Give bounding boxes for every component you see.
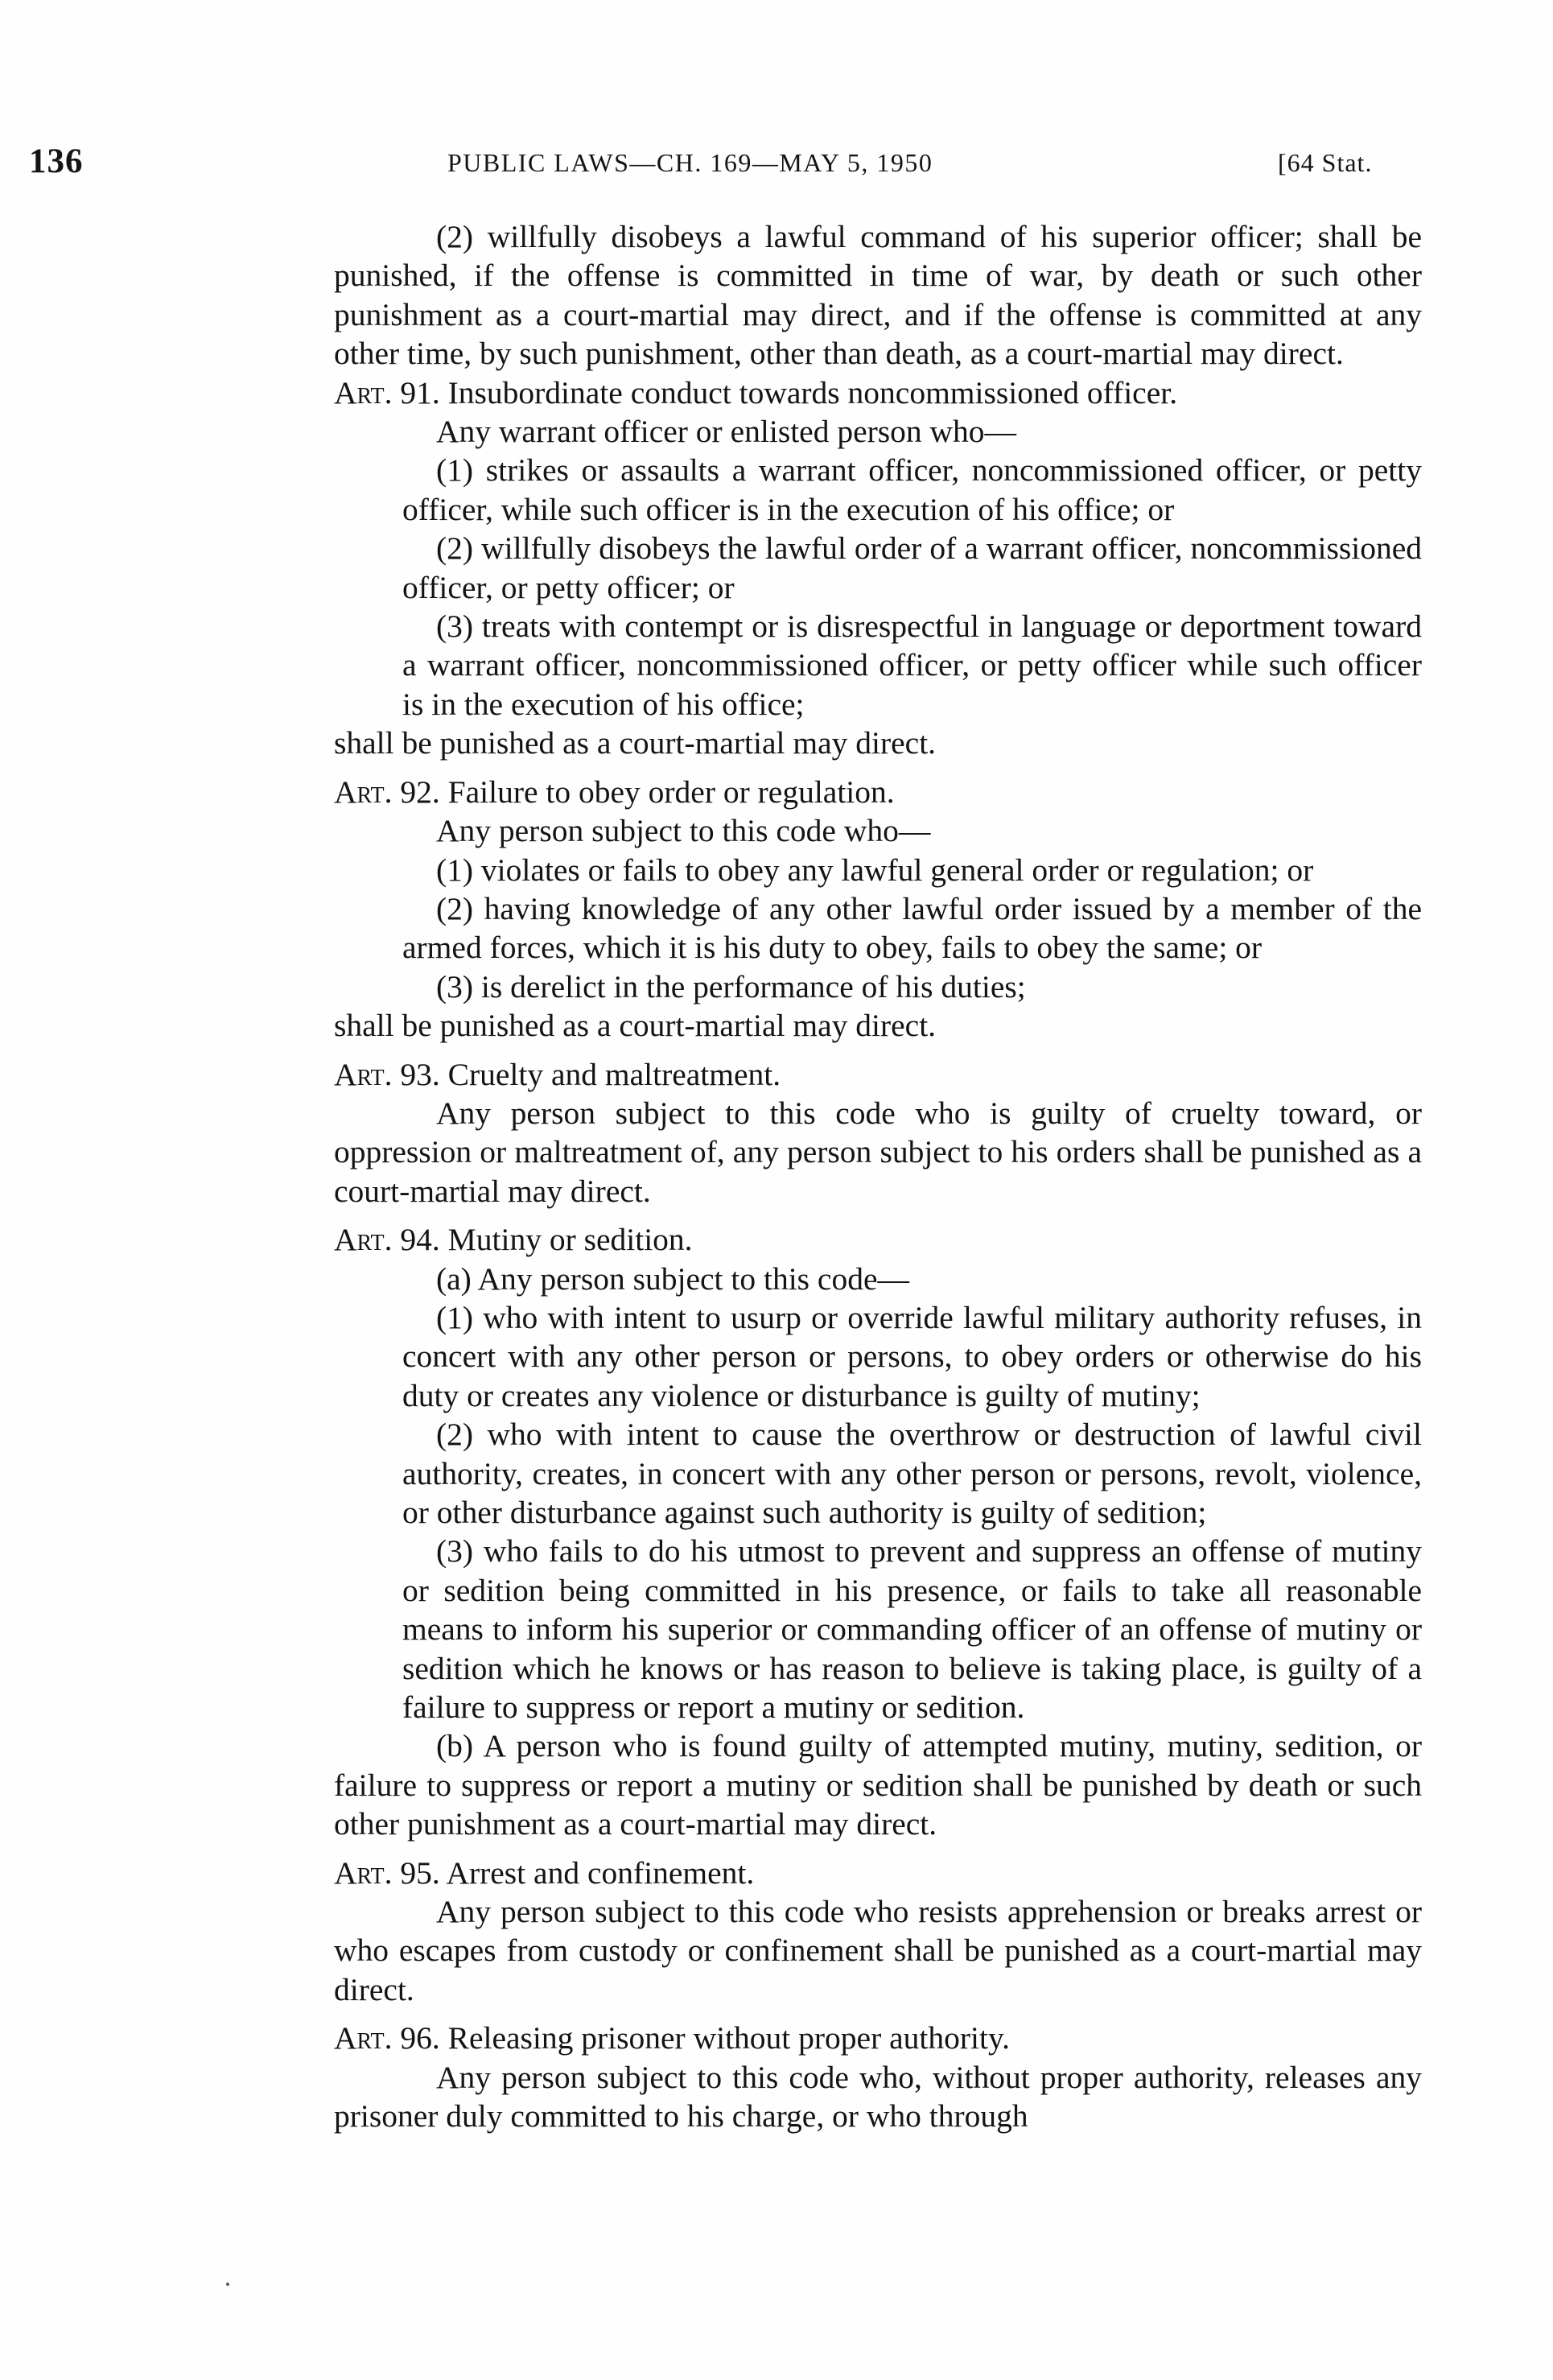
paragraph	[334, 1094, 1422, 1211]
article-title: 92. Failure to obey order or regulation.	[392, 773, 895, 810]
article-title: 94. Mutiny or sedition.	[392, 1222, 693, 1258]
article-label: Art.	[334, 773, 393, 810]
page-number: 136	[29, 142, 84, 180]
paragraph	[334, 217, 1422, 373]
article-title: 96. Releasing prisoner without proper authority.	[392, 2020, 1011, 2056]
paragraph-text: (1) who with intent to usurp or override lawful military authority refuses, in concert with any other person or persons, to obey orders or otherwise do his duty or creates any violence or disturbance is guilty of mutiny;	[402, 1299, 1422, 1413]
paragraph	[334, 1726, 1422, 1843]
document-body	[334, 217, 1422, 2136]
article-heading	[334, 1220, 1422, 1259]
paragraph	[334, 851, 1422, 889]
paragraph-text: (3) is derelict in the performance of his duties;	[436, 968, 1026, 1004]
article-title: 93. Cruelty and maltreatment.	[392, 1056, 781, 1092]
article-heading	[334, 2019, 1422, 2057]
paragraph-text: (1) violates or fails to obey any lawful general order or regulation; or	[436, 852, 1314, 888]
paragraph	[334, 607, 1422, 724]
paragraph-text: shall be punished as a court-martial may direct.	[334, 1008, 937, 1044]
paragraph	[334, 1260, 1422, 1298]
paragraph-text: Any person subject to this code who, without proper authority, releases any prisoner duly committed to his charge, or who through	[334, 2059, 1422, 2135]
paragraph	[334, 412, 1422, 451]
paragraph	[334, 451, 1422, 529]
paragraph	[334, 889, 1422, 967]
paragraph-text: (a) Any person subject to this code—	[436, 1260, 909, 1297]
paragraph	[334, 2058, 1422, 2136]
paragraph	[334, 724, 1422, 762]
article-label: Art.	[334, 1854, 393, 1891]
paragraph	[334, 1532, 1422, 1726]
paragraph-text: (3) treats with contempt or is disrespectful in language or deportment toward a warrant officer, noncommissioned officer, or petty officer while such officer is in the execution of his office;	[402, 608, 1422, 722]
statute-reference: [64 Stat.	[1278, 148, 1373, 177]
paragraph-text: (b) A person who is found guilty of attempted mutiny, mutiny, sedition, or failure to suppress or report a mutiny or sedition shall be punished by death or such other punishment as a court-martial may direct.	[334, 1728, 1422, 1842]
paragraph-text: Any person subject to this code who—	[436, 813, 931, 849]
paragraph-text: Any person subject to this code who resists apprehension or breaks arrest or who escapes from custody or confinement shall be punished as a court-martial may direct.	[334, 1894, 1422, 2007]
article-label: Art.	[334, 374, 393, 410]
article-label: Art.	[334, 1056, 393, 1092]
scan-speck	[226, 2283, 229, 2286]
paragraph-text: shall be punished as a court-martial may direct.	[334, 725, 937, 761]
article-heading	[334, 1055, 1422, 1094]
article-label: Art.	[334, 2020, 393, 2056]
paragraph-text: (2) willfully disobeys a lawful command of his superior officer; shall be punished, if the offense is committed in time of war, by death or such other punishment as a court-martial may direct, and if the offense is committed at any other time, by such punishment, other than death, as a court-martial may direct.	[334, 219, 1422, 372]
article-title: 91. Insubordinate conduct towards noncommissioned officer.	[392, 374, 1178, 410]
paragraph	[334, 967, 1422, 1006]
paragraph	[334, 1415, 1422, 1532]
paragraph	[334, 529, 1422, 607]
running-title: PUBLIC LAWS—CH. 169—MAY 5, 1950	[447, 148, 933, 177]
paragraph	[334, 1892, 1422, 2009]
paragraph-text: Any warrant officer or enlisted person who—	[436, 414, 1017, 450]
article-heading	[334, 373, 1422, 412]
paragraph-text: (2) having knowledge of any other lawful order issued by a member of the armed forces, which it is his duty to obey, fails to obey the same; or	[402, 890, 1422, 966]
article-heading	[334, 1854, 1422, 1892]
article-title: 95. Arrest and confinement.	[392, 1854, 755, 1891]
paragraph-text: (2) willfully disobeys the lawful order of a warrant officer, noncommissioned officer, or petty officer; or	[402, 530, 1422, 605]
paragraph-text: (1) strikes or assaults a warrant officer, noncommissioned officer, or petty officer, while such officer is in the execution of his office; or	[402, 452, 1422, 527]
article-heading	[334, 773, 1422, 811]
paragraph	[334, 811, 1422, 850]
paragraph	[334, 1006, 1422, 1045]
paragraph-text: Any person subject to this code who is guilty of cruelty toward, or oppression or maltreatment of, any person subject to his orders shall be punished as a court-martial may direct.	[334, 1095, 1422, 1209]
paragraph	[334, 1298, 1422, 1415]
paragraph-text: (2) who with intent to cause the overthrow or destruction of lawful civil authority, creates, in concert with any other person or persons, revolt, violence, or other disturbance against such authority is guilty of sedition;	[402, 1417, 1422, 1530]
article-label: Art.	[334, 1222, 393, 1258]
paragraph-text: (3) who fails to do his utmost to prevent and suppress an offense of mutiny or sedition being committed in his presence, or fails to take all reasonable means to inform his superior or commanding officer of an offense of mutiny or sedition which he knows or has reason to believe is taking place, is guilty of a failure to suppress or report a mutiny or sedition.	[402, 1533, 1422, 1726]
page-header	[29, 142, 1418, 190]
